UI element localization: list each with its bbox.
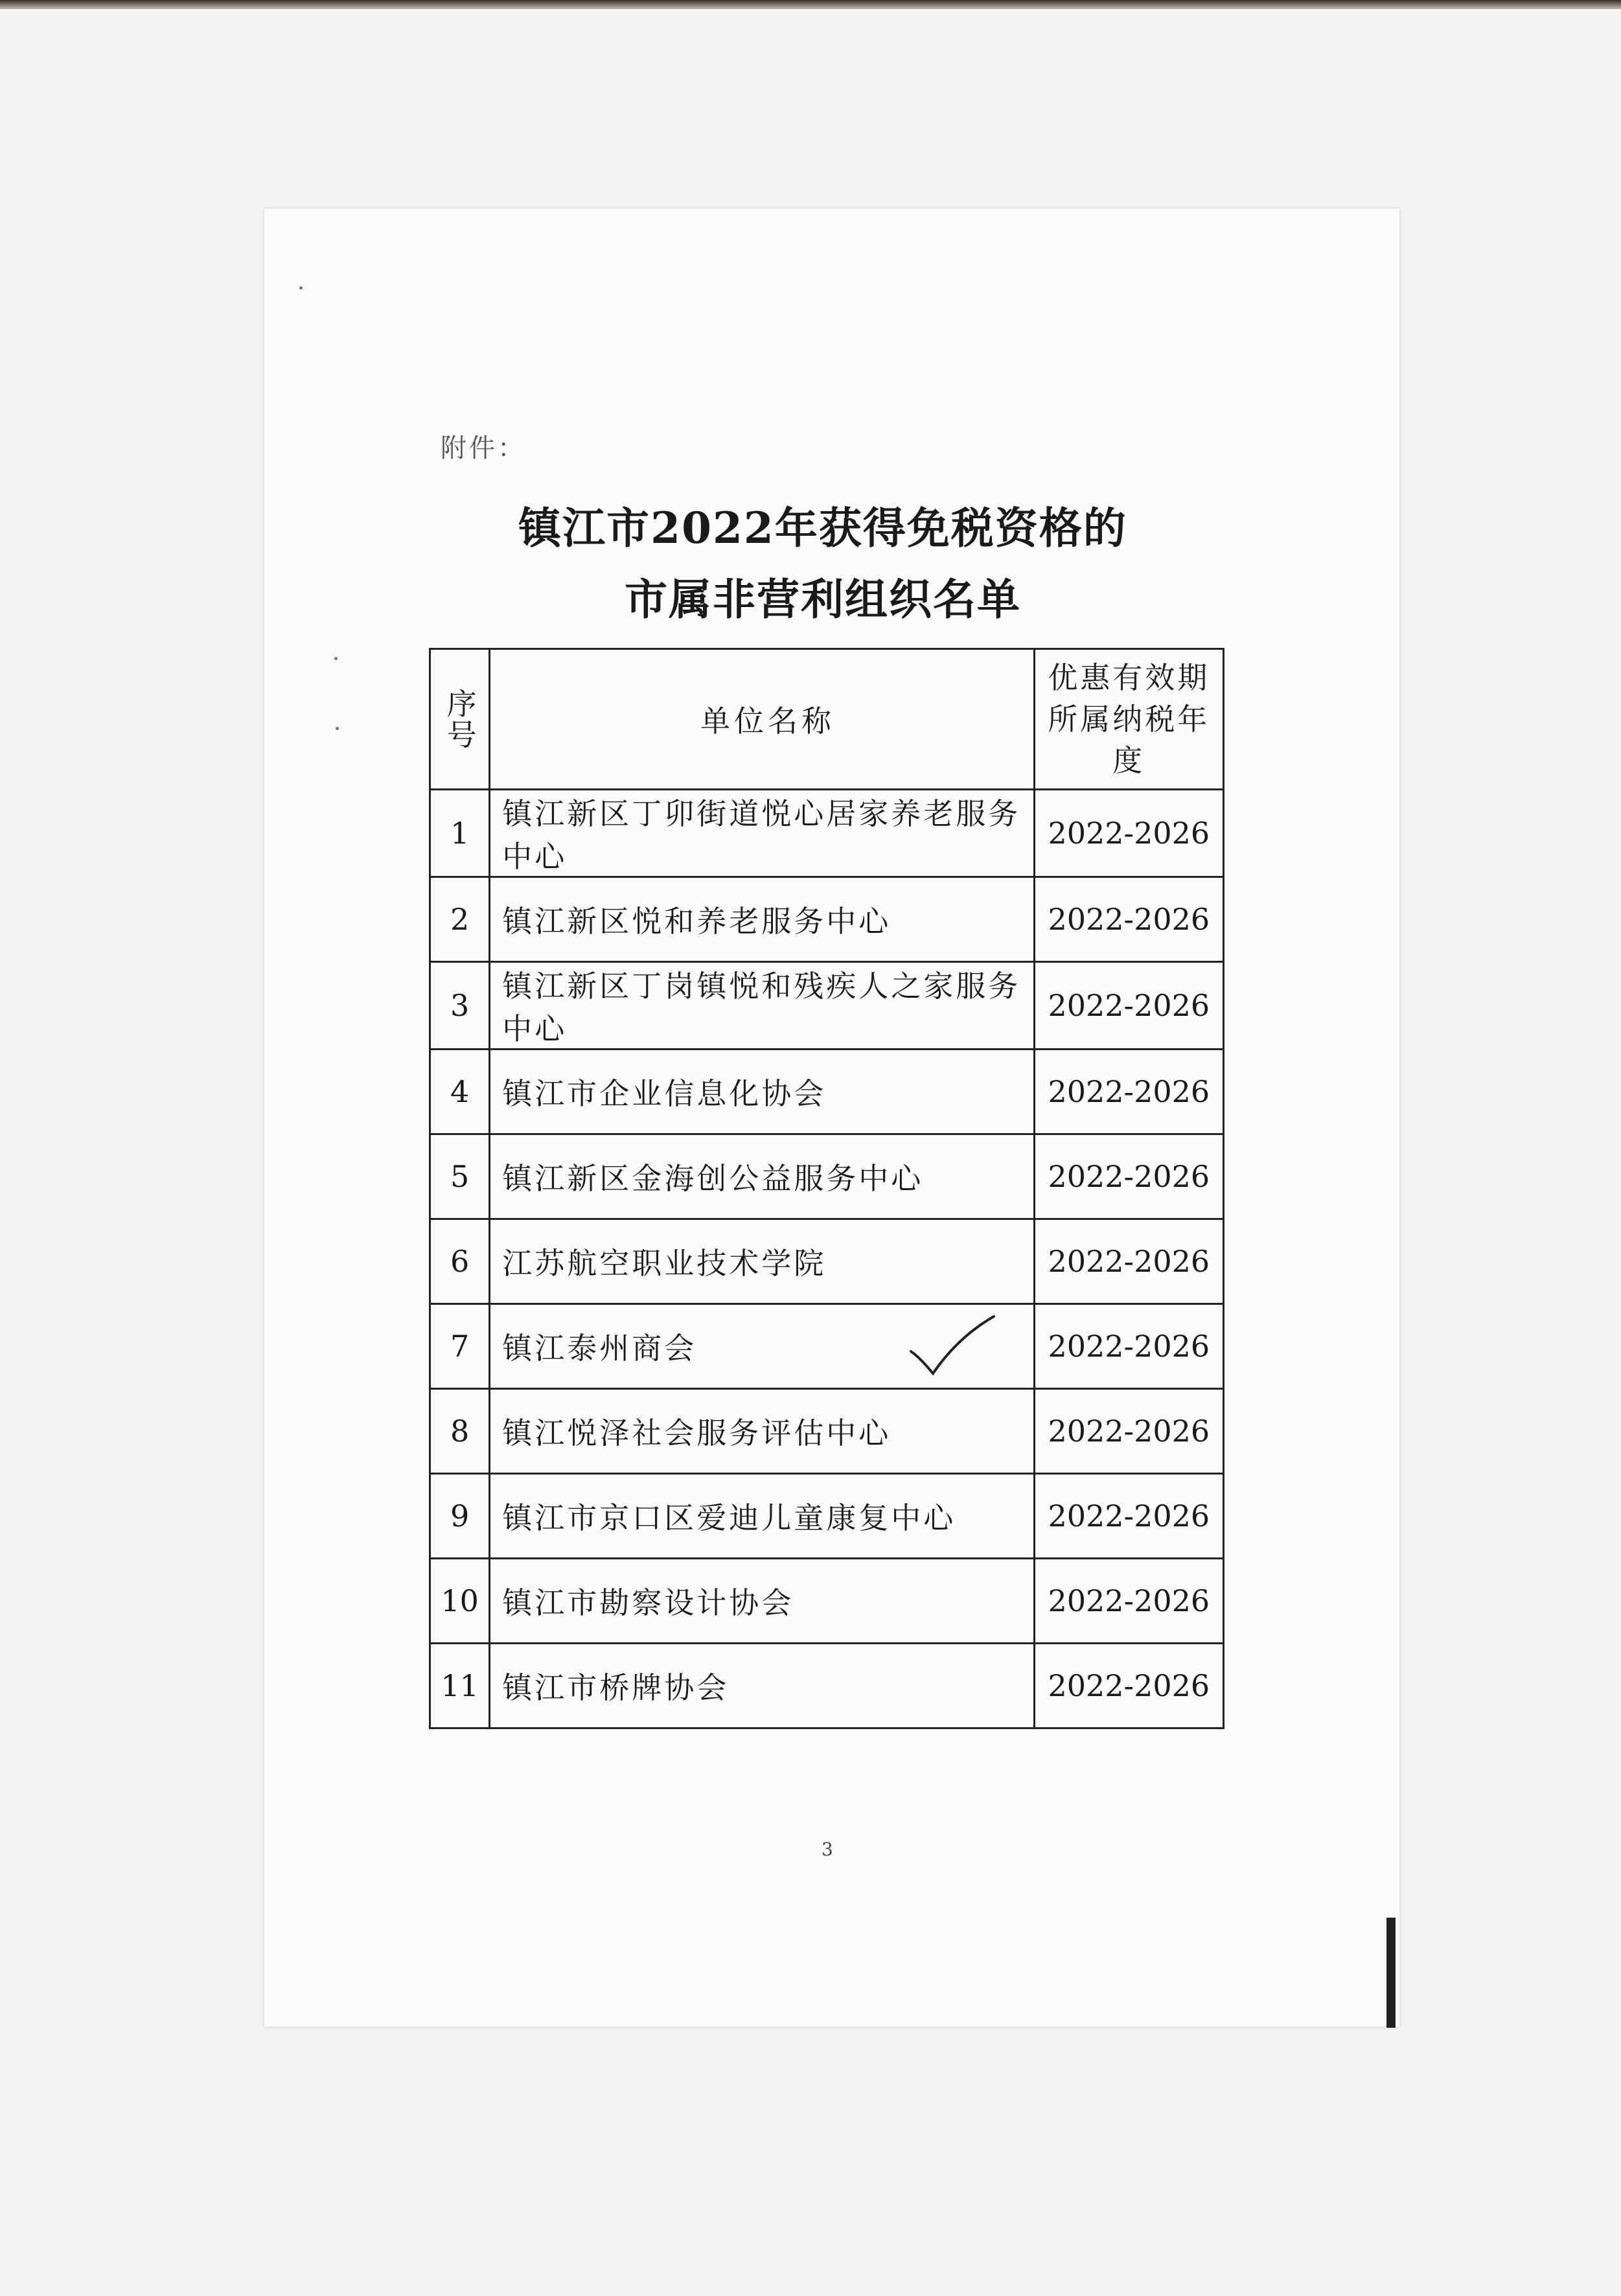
table-row — [430, 1644, 1224, 1728]
row-unit-name: 镇江新区悦和养老服务中心 — [490, 877, 1034, 962]
table-row — [430, 790, 1224, 877]
paper-edge-shadow — [1386, 1918, 1396, 2028]
row-years: 2022-2026 — [1034, 1134, 1223, 1219]
document-title-line1: 镇江市2022年获得免税资格的 — [518, 503, 1127, 553]
row-unit-name: 镇江悦泽社会服务评估中心 — [490, 1389, 1034, 1474]
table-row — [430, 1389, 1224, 1474]
table-row — [430, 1304, 1224, 1389]
table-row — [430, 1219, 1224, 1304]
table-header-row — [430, 649, 1224, 790]
row-years: 2022-2026 — [1034, 1389, 1223, 1474]
row-number: 10 — [430, 1559, 490, 1644]
table-row — [430, 1474, 1224, 1559]
header-unit-name: 单位名称 — [490, 649, 1034, 790]
row-number: 1 — [430, 790, 490, 877]
table-row — [430, 877, 1224, 962]
row-years: 2022-2026 — [1034, 1559, 1223, 1644]
row-years: 2022-2026 — [1034, 1644, 1223, 1728]
row-number: 11 — [430, 1644, 490, 1728]
organization-table — [429, 648, 1224, 1729]
scan-speck — [336, 727, 339, 730]
row-unit-name: 镇江市桥牌协会 — [490, 1644, 1034, 1728]
row-years: 2022-2026 — [1034, 1304, 1223, 1389]
row-unit-name: 镇江新区金海创公益服务中心 — [490, 1134, 1034, 1219]
table-row — [430, 962, 1224, 1050]
row-years: 2022-2026 — [1034, 877, 1223, 962]
row-unit-name: 镇江新区丁岗镇悦和残疾人之家服务中心 — [490, 962, 1034, 1050]
row-unit-name: 镇江市企业信息化协会 — [490, 1050, 1034, 1134]
scan-speck — [299, 286, 303, 290]
row-years: 2022-2026 — [1034, 1474, 1223, 1559]
row-unit-name: 镇江新区丁卯街道悦心居家养老服务中心 — [490, 790, 1034, 877]
attachment-label: 附件： — [441, 433, 526, 463]
row-number: 7 — [430, 1304, 490, 1389]
row-number: 6 — [430, 1219, 490, 1304]
row-years: 2022-2026 — [1034, 962, 1223, 1050]
scan-speck — [334, 657, 338, 660]
row-unit-name: 镇江泰州商会 — [490, 1304, 1034, 1389]
page-number: 3 — [822, 1839, 833, 1860]
document-title-line2: 市属非营利组织名单 — [625, 574, 1021, 625]
row-years: 2022-2026 — [1034, 790, 1223, 877]
row-years: 2022-2026 — [1034, 1219, 1223, 1304]
table-row — [430, 1559, 1224, 1644]
row-unit-name: 镇江市京口区爱迪儿童康复中心 — [490, 1474, 1034, 1559]
table-row — [430, 1134, 1224, 1219]
row-number: 4 — [430, 1050, 490, 1134]
header-validity-years: 优惠有效期所属纳税年度 — [1034, 649, 1223, 790]
row-unit-name: 镇江市勘察设计协会 — [490, 1559, 1034, 1644]
row-unit-name: 江苏航空职业技术学院 — [490, 1219, 1034, 1304]
photo-top-edge — [0, 0, 1621, 9]
handwritten-checkmark-icon — [907, 1314, 998, 1379]
header-serial-number: 序号 — [430, 649, 490, 790]
table-row — [430, 1050, 1224, 1134]
row-number: 3 — [430, 962, 490, 1050]
row-number: 5 — [430, 1134, 490, 1219]
row-number: 8 — [430, 1389, 490, 1474]
row-number: 9 — [430, 1474, 490, 1559]
row-years: 2022-2026 — [1034, 1050, 1223, 1134]
row-number: 2 — [430, 877, 490, 962]
